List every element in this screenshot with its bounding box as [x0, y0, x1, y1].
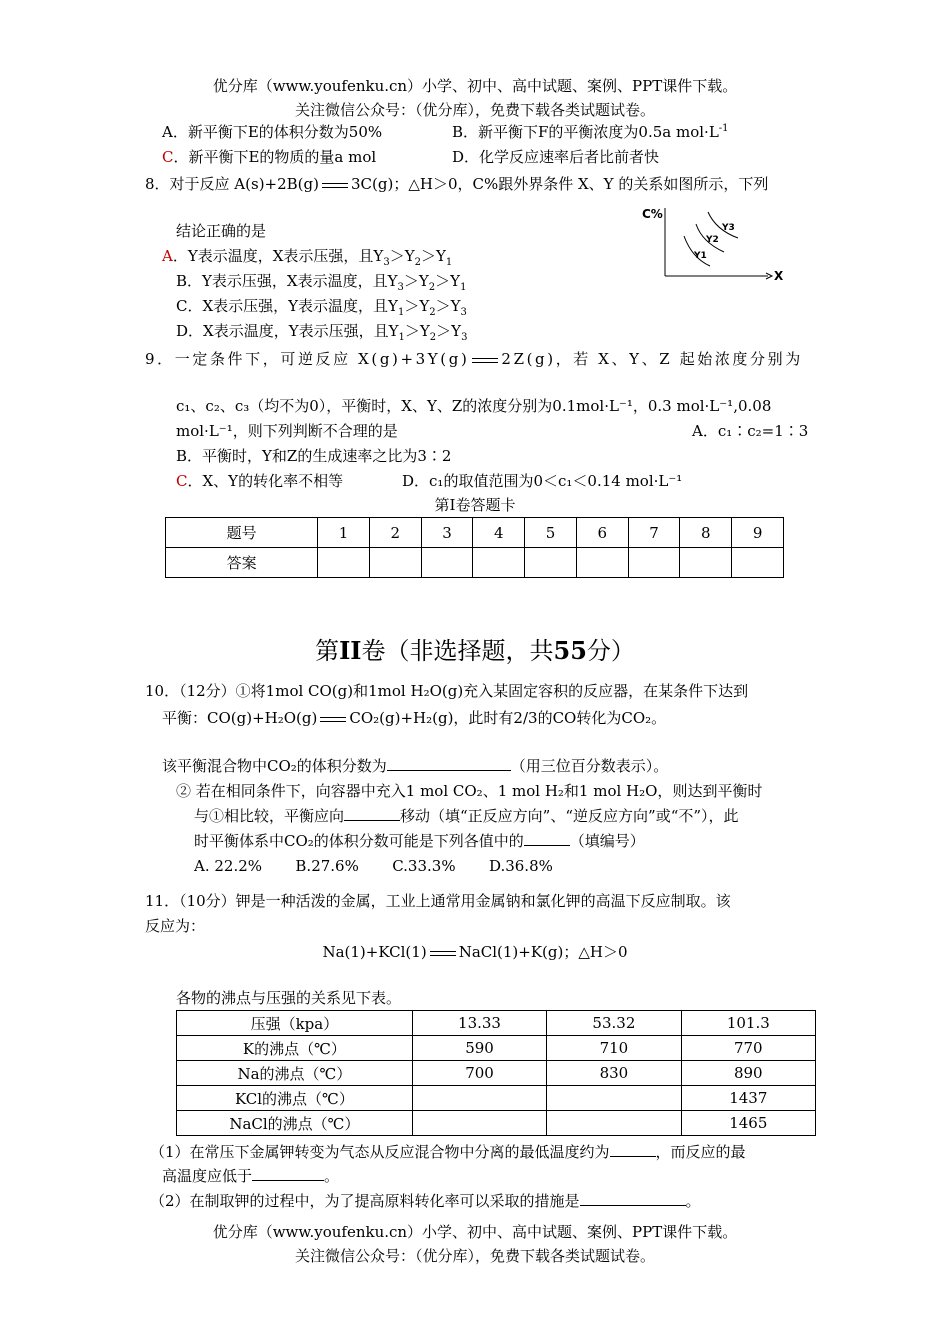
- table-cell: 710: [547, 1036, 681, 1061]
- q9-option-b: B．平衡时，Y和Z的生成速率之比为3∶2: [176, 447, 452, 465]
- answer-cell[interactable]: [576, 548, 628, 578]
- q11-blank-2[interactable]: [252, 1166, 324, 1181]
- answer-card-number-label: 题号: [166, 518, 318, 548]
- header-line-1: 优分库（www.youfenku.cn）小学、初中、高中试题、案例、PPT课件下载。: [212, 77, 738, 95]
- q11-part-2: （2）在制取钾的过程中，为了提高原料转化率可以采取的措施是 。: [150, 1192, 701, 1210]
- table-cell: 770: [681, 1036, 815, 1061]
- table-cell: 830: [547, 1061, 681, 1086]
- table-row: [177, 1061, 816, 1086]
- q8-option-b: B．Y表示压强，X表示温度，且$Y_3>Y_2>Y_1$: [176, 272, 467, 293]
- table-cell: [547, 1111, 681, 1136]
- table-cell: [412, 1111, 546, 1136]
- answer-cell[interactable]: [318, 548, 370, 578]
- table-row: [177, 1086, 816, 1111]
- q10-options: A. 22.2% B.27.6% C.33.3% D.36.8%: [194, 857, 553, 875]
- answer-cell[interactable]: [525, 548, 577, 578]
- answer-card-number: 2: [369, 518, 421, 548]
- q9-stem-line-1: 9．一定条件下，可逆反应 X(g)+3Y(g) 2Z(g)，若 X、Y、Z 起始浓度分别为: [145, 350, 803, 368]
- answer-card-number: 5: [525, 518, 577, 548]
- q7-option-d: D．化学反应速率后者比前者快: [452, 148, 660, 166]
- q8-stem-line-1: 8．对于反应 A(s)+2B(g) 3C(g)；△H＞0，C%跟外界条件 X、Y 的关系如图所示，下列: [145, 175, 769, 193]
- q7-option-b: B．新平衡下F的平衡浓度为0.5a $mol\cdot L^{-1}$: [452, 123, 729, 141]
- q8-option-a: A．Y表示温度，X表示压强，且$Y_3>Y_2>Y_1$: [162, 247, 453, 268]
- q7-option-a: A．新平衡下E的体积分数为50%: [162, 123, 383, 141]
- q9-option-a: A．c₁∶c₂=1∶3: [692, 422, 809, 440]
- q11-line-1: 11．（10分）钾是一种活泼的金属，工业上通常用金属钠和氯化钾的高温下反应制取。该: [145, 892, 731, 910]
- table-header-cell: 13.33: [412, 1011, 546, 1036]
- answer-card-number: 4: [473, 518, 525, 548]
- equilibrium-arrow-icon: [318, 713, 348, 725]
- answer-cell[interactable]: [732, 548, 784, 578]
- answer-cell[interactable]: [421, 548, 473, 578]
- graph-xlabel: X: [774, 269, 784, 283]
- table-cell: NaCl的沸点（℃）: [177, 1111, 413, 1136]
- q7-option-c: C．新平衡下E的物质的量a mol: [162, 148, 377, 166]
- q8-option-d: D．X表示温度，Y表示压强，且$Y_1>Y_2>Y_3$: [176, 322, 468, 343]
- answer-card-answer-label: 答案: [166, 548, 318, 578]
- q8-stem-line-2: 结论正确的是: [176, 222, 267, 240]
- table-header-cell: 101.3: [681, 1011, 815, 1036]
- q11-part-1-line-2: 高温度应低于 。: [162, 1167, 340, 1185]
- footer-line-2: 关注微信公众号：（优分库），免费下载各类试题试卷。: [294, 1247, 655, 1265]
- section-2-title: 第II卷（非选择题，共55分）: [315, 636, 635, 665]
- q11-blank-1[interactable]: [610, 1142, 656, 1157]
- q8-graph: [640, 198, 790, 284]
- q9-stem-line-2: c₁、c₂、c₃（均不为0），平衡时，X、Y、Z的浓度分别为0.1mol·L⁻¹，0.3 mol·L⁻¹,0.08: [176, 397, 772, 415]
- answer-card-table: [165, 517, 784, 578]
- answer-card-number: 9: [732, 518, 784, 548]
- q10-blank-3[interactable]: [524, 831, 570, 846]
- answer-cell[interactable]: [628, 548, 680, 578]
- table-cell: 890: [681, 1061, 815, 1086]
- footer-line-1: 优分库（www.youfenku.cn）小学、初中、高中试题、案例、PPT课件下载。: [212, 1223, 738, 1241]
- header-line-2: 关注微信公众号：（优分库），免费下载各类试题试卷。: [294, 101, 655, 119]
- answer-card-number: 7: [628, 518, 680, 548]
- q11-line-2: 反应为：: [145, 917, 206, 935]
- table-cell: K的沸点（℃）: [177, 1036, 413, 1061]
- answer-cell[interactable]: [473, 548, 525, 578]
- q11-equation: Na(1)+KCl(1) NaCl(1)+K(g)；△H＞0: [322, 943, 628, 961]
- q9-option-d: D．c₁的取值范围为0＜c₁＜0.14 mol·L⁻¹: [402, 472, 683, 490]
- table-cell: Na的沸点（℃）: [177, 1061, 413, 1086]
- graph-ylabel: C%: [642, 207, 663, 221]
- answer-card-number: 8: [680, 518, 732, 548]
- q8-option-c: C．X表示压强，Y表示温度，且$Y_1>Y_2>Y_3$: [176, 297, 467, 318]
- table-cell: [547, 1086, 681, 1111]
- q10-line-6: 时平衡体系中CO₂的体积分数可能是下列各值中的 （填编号）: [194, 832, 645, 850]
- answer-card-number: 6: [576, 518, 628, 548]
- table-header-cell: 53.32: [547, 1011, 681, 1036]
- answer-cell[interactable]: [680, 548, 732, 578]
- q10-line-3: 该平衡混合物中CO₂的体积分数为 （用三位百分数表示）。: [162, 757, 669, 775]
- equilibrium-arrow-icon: [470, 354, 500, 366]
- q10-line-2: 平衡：CO(g)+H₂O(g) CO₂(g)+H₂(g)，此时有2/3的CO转化为CO₂。: [162, 709, 667, 727]
- q9-stem-line-3: mol·L⁻¹，则下列判断不合理的是: [176, 422, 398, 440]
- answer-card-number: 1: [318, 518, 370, 548]
- table-row: [177, 1036, 816, 1061]
- equilibrium-arrow-icon: [428, 947, 458, 959]
- q11-table-intro: 各物的沸点与压强的关系见下表。: [176, 989, 402, 1007]
- table-row: [177, 1111, 816, 1136]
- table-cell: KCl的沸点（℃）: [177, 1086, 413, 1111]
- q9-option-c: C．X、Y的转化率不相等: [176, 472, 344, 490]
- answer-card-number: 3: [421, 518, 473, 548]
- table-cell: 700: [412, 1061, 546, 1086]
- equilibrium-arrow-icon: [320, 179, 350, 191]
- q11-blank-3[interactable]: [580, 1191, 686, 1206]
- table-cell: [412, 1086, 546, 1111]
- answer-card-title: 第I卷答题卡: [434, 496, 516, 514]
- table-cell: 1437: [681, 1086, 815, 1111]
- table-header-cell: 压强（kpa）: [177, 1011, 413, 1036]
- graph-curve-label-y1: Y1: [694, 251, 707, 261]
- q10-blank-2[interactable]: [344, 806, 400, 821]
- q11-boiling-point-table: [176, 1010, 816, 1136]
- q10-line-5: 与①相比较，平衡应向 移动（填“正反应方向”、“逆反应方向”或“不”），此: [194, 807, 739, 825]
- q10-blank-1[interactable]: [387, 756, 511, 771]
- table-cell: 590: [412, 1036, 546, 1061]
- answer-cell[interactable]: [369, 548, 421, 578]
- q10-line-4: ② 若在相同条件下，向容器中充入1 mol CO₂、1 mol H₂和1 mol H₂O，则达到平衡时: [176, 782, 763, 800]
- graph-curve-label-y2: Y2: [706, 235, 719, 245]
- q10-line-1: 10．（12分）①将1mol CO(g)和1mol H₂O(g)充入某固定容积的反应器，在某条件下达到: [145, 682, 749, 700]
- table-cell: 1465: [681, 1111, 815, 1136]
- q11-part-1-line-1: （1）在常压下金属钾转变为气态从反应混合物中分离的最低温度约为 ，而反应的最: [150, 1143, 746, 1161]
- graph-curve-label-y3: Y3: [722, 223, 735, 233]
